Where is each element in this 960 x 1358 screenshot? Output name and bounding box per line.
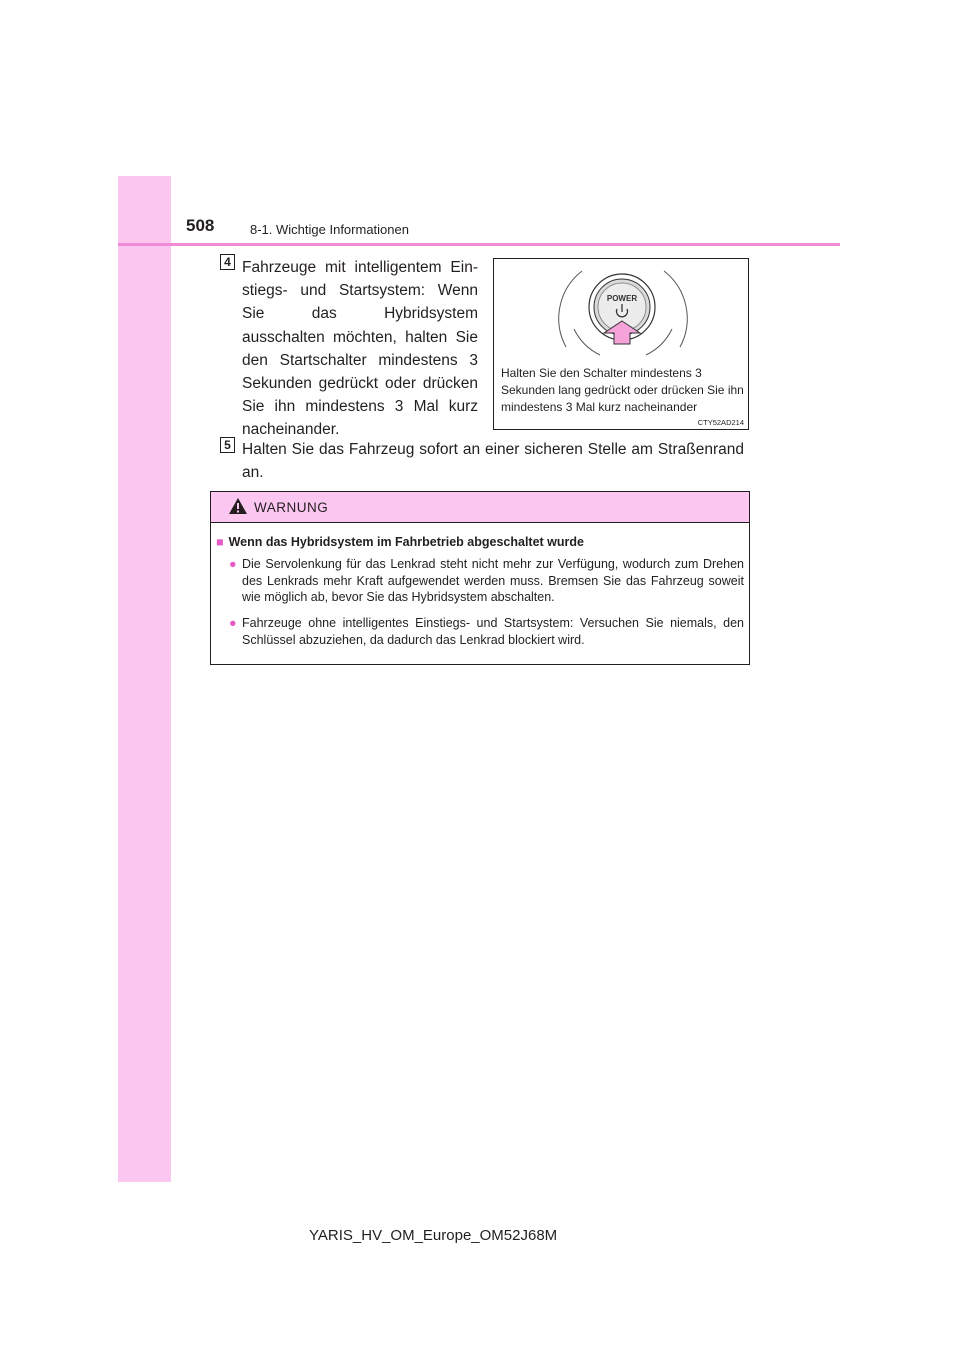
warning-triangle-icon: [228, 497, 248, 515]
warning-bullet-text: Fahrzeuge ohne intelligentes Einstiegs- und Startsystem: Versuchen Sie niemals, den Schlüssel abzuziehen, da dadurch das Lenkrad blockiert wird.: [242, 616, 744, 647]
warning-bullet: [216, 615, 744, 648]
warning-title: WARNUNG: [254, 500, 329, 515]
step-4-text: Fahrzeuge mit intelligentem Einstiegs- und Startsystem: Wenn Sie das Hybridsystem ausschalten möchten, halten Sie den Startschalter mindestens 3 Sekunden gedrückt oder drücken Sie ihn mindestens 3 Mal kurz nacheinander.: [242, 259, 478, 439]
page-number: 508: [186, 216, 215, 235]
square-bullet-icon: ■: [216, 535, 224, 549]
warning-heading: [216, 534, 744, 550]
bullet-dot-icon: ●: [229, 557, 237, 571]
footer-doc-id: YARIS_HV_OM_Europe_OM52J68M: [309, 1227, 558, 1244]
side-tab-bar: [118, 176, 171, 1182]
power-switch-figure: [493, 258, 749, 430]
header-rule: [118, 243, 840, 246]
warning-bullet: [216, 556, 744, 606]
power-label: POWER: [606, 294, 638, 303]
step-number-4: 4: [220, 254, 235, 270]
figure-code: CTY52AD214: [697, 418, 744, 427]
warning-box: [210, 491, 750, 665]
warning-header: [211, 492, 749, 523]
step-number-5: 5: [220, 437, 235, 453]
figure-caption: Halten Sie den Schalter mindestens 3 Sekunden lang gedrückt oder drücken Sie ihn mindestens 3 Mal kurz nacheinander: [501, 366, 744, 414]
bullet-dot-icon: ●: [229, 616, 237, 630]
warning-heading-text: Wenn das Hybridsystem im Fahrbetrieb abgeschaltet wurde: [228, 535, 584, 549]
step-5-text: Halten Sie das Fahrzeug sofort an einer sicheren Stelle am Straßenrand an.: [242, 441, 744, 482]
warning-bullet-text: Die Servolenkung für das Lenkrad steht nicht mehr zur Verfügung, wodurch zum Drehen des Lenkrads mehr Kraft aufgewendet werden muss. Bremsen Sie das Fahrzeug soweit wie möglich ab, bevor Sie das Hybridsystem abschalten.: [242, 557, 744, 605]
section-title: 8-1. Wichtige Informationen: [250, 222, 409, 237]
